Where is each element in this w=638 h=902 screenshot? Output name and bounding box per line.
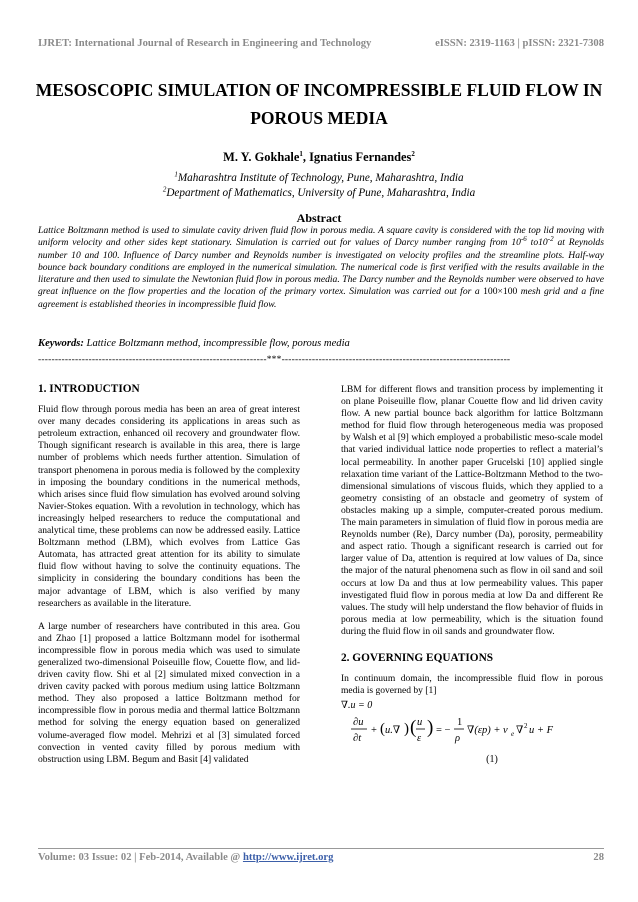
svg-text:∇(εp) + v: ∇(εp) + v [467, 725, 508, 737]
author-2-mark: 2 [411, 149, 415, 158]
svg-text:): ) [427, 717, 434, 739]
abstract-grid-size: 100×100 [483, 286, 518, 298]
section-1-paragraph-2: A large number of researchers have contributed in this area. Gou and Zhao [1] proposed a lattice Boltzmann model for isothermal incompressible flow in porous media which was used to simulate generalized two-dimensional Poiseuille flow, Couette flow, and lid-driven cavity flow. Shi et al [2] simulated mixed convection in a driven cavity packed with porous medium using lattice Boltzmann method. They also proposed a lattice Boltzmann method for incompressible flow in porous media and thermal lattice Boltzmann method for solving the energy equation based on generalized volume-averaged flow model. Mehrizi et al [3] simulated forced convection in vented cavity filled by porous medium with obstruction using LBM. Begum and Basit [4] validated [38, 620, 300, 765]
left-column [38, 383, 300, 777]
affiliations [0, 171, 638, 201]
svg-text:u + F: u + F [529, 725, 553, 737]
keywords-label: Keywords: [38, 338, 84, 349]
paper-title [20, 76, 618, 132]
affiliation-1 [0, 171, 638, 186]
author-sep: , [302, 150, 310, 164]
section-1-paragraph-3: LBM for different flows and transition process by implementing it on plane Poiseuille flow, planar Couette flow and lid driven cavity flow. A new partial bounce back algorithm for lattice Boltzmann method for fluid flow through heterogeneous media was proposed by Walsh et al [9] which employed a probabilistic meso-scale model that varied individual lattice node properties to reflect a material’s local permeability. In another paper Grucelski [10] applied single relaxation time variant of the Lattice-Boltzmann Method to the two-dimensional simulations of viscous fluids, which they applied to a geometry consisting of an obstacle and geometry of system of obstacles making up a simple, computer-created porous medium. The main parameters in simulation of fluid flow in porous media are Reynolds number (Re), Darcy number (Da), porosity, permeability and aspect ratio. Though a significant research is carried out for larger value of Da, attention is required at low values of Da, since the major of the natural phenomena such as flow in oil sand and soil occurs at low Da and thus at low permeability values. This paper investigated fluid flow in porous media at low Da and different Re values. The study will help understand the flow behavior of fluids in porous media at low permeability, which is the situation found during the fluid flow in oil sands and groundwater flow. [341, 384, 603, 637]
running-header [38, 38, 604, 49]
author-list [0, 150, 638, 165]
momentum-equation [349, 713, 569, 747]
abstract-exponent-1: -6 [520, 235, 527, 244]
author-1-mark: 1 [299, 149, 303, 158]
abstract-text-4: mesh grid and a fine agreement is established theories in incompressible fluid flow. [38, 286, 604, 310]
right-column [341, 384, 603, 767]
abstract-body [38, 225, 604, 311]
author-1: M. Y. Gokhale [223, 150, 300, 164]
svg-text:∂t: ∂t [353, 733, 362, 745]
section-separator: --------------------------------------------------------------------***-------------------------------------------------------------------- [38, 355, 511, 365]
footer-divider [38, 848, 604, 849]
affiliation-2-text: Department of Mathematics, University of Pune, Maharashtra, India [166, 187, 476, 199]
abstract-text-1: Lattice Boltzmann method is used to simulate cavity driven fluid flow in porous media. A square cavity is considered with the top lid moving with uniform velocity and other sides kept stationary. Simulation is carried out for values of Darcy number ranging from 10 [38, 225, 604, 249]
author-2: Ignatius Fernandes [309, 150, 412, 164]
affiliation-1-text: Maharashtra Institute of Technology, Pune, Maharashtra, India [177, 172, 464, 184]
abstract-exponent-2: -2 [547, 235, 554, 244]
affiliation-2 [0, 186, 638, 201]
abstract-text-3: at Reynolds number 10 and 100. Influence of Darcy number and Reynolds number is investigated on velocity profiles and the streamline plots. Half-way bounce back boundary conditions are employed in the numerical simulation. The numerical code is first verified with the results available in the literature and then used to simulate the Newtonian fluid flow in porous media. The Darcy number and the Reynolds number were observed to have great influence on the flow properties and the location of the primary vortex. Simulation was carried out for a [38, 237, 604, 298]
affiliation-2-mark: 2 [162, 185, 167, 194]
title-line-1: MESOSCOPIC SIMULATION OF INCOMPRESSIBLE FLUID FLOW IN [35, 80, 603, 100]
issn: eISSN: 2319-1163 | pISSN: 2321-7308 [435, 38, 604, 49]
svg-text:2: 2 [524, 722, 528, 731]
svg-text:): ) [404, 721, 409, 738]
svg-text:ε: ε [417, 733, 422, 745]
svg-text:e: e [511, 730, 515, 739]
affiliation-1-mark: 1 [174, 170, 178, 179]
equation-number: (1) [486, 754, 498, 766]
page-number: 28 [593, 852, 604, 863]
svg-text:u: u [417, 717, 423, 729]
svg-text:ρ: ρ [455, 733, 461, 745]
section-2-paragraph-1: In continuum domain, the incompressible fluid flow in porous media is governed by [1] [341, 673, 603, 697]
footer-info [38, 852, 333, 863]
section-2-heading: 2. GOVERNING EQUATIONS [341, 651, 494, 664]
continuity-equation: ∇.u = 0 [341, 700, 373, 712]
section-1-paragraph-1: Fluid flow through porous media has been an area of great interest over many decades considering its applications in areas such as petroleum extraction, enhanced oil recovery and groundwater flow. Though significant research is available in this area, there is large number of problems which needs further attention. Simulation of transport phenomena in porous media is followed by the complexity in imposing the boundary conditions in the numerical methods, which arises since fluid flow simulation has evolved around solving Navier-Stokes equation. With a revolution in technology, which has increasingly helped researchers to reduce the computational and analytical time, these problems can now be addressed easily. Lattice Boltzmann method (LBM), which evolves from Lattice Gas Automata, has attracted great attention for its ability to simulate fluid flow without having to solve the continuity equations. The simplicity in considering the boundary conditions has been the major advantage of LBM, which is also verified by many researchers as available in the literature. [38, 404, 300, 609]
svg-text:∂u: ∂u [353, 717, 364, 729]
svg-text:(: ( [380, 721, 385, 738]
svg-text:= −: = − [436, 725, 451, 737]
keywords-text: Lattice Boltzmann method, incompressible flow, porous media [83, 338, 350, 349]
title-line-2: POROUS MEDIA [250, 108, 388, 128]
svg-text:+: + [371, 725, 377, 737]
section-1-heading: 1. INTRODUCTION [38, 383, 140, 395]
journal-name: IJRET: International Journal of Research in Engineering and Technology [38, 38, 372, 49]
keywords [38, 338, 604, 349]
footer-volume: Volume: 03 Issue: 02 | Feb-2014, Available @ [38, 852, 243, 863]
running-footer [38, 852, 604, 863]
abstract-text-2: to10 [526, 237, 548, 249]
svg-text:1: 1 [457, 717, 463, 729]
svg-text:(: ( [410, 717, 417, 739]
abstract-heading: Abstract [296, 211, 342, 225]
journal-link[interactable]: http://www.ijret.org [242, 852, 334, 863]
svg-text:u.∇: u.∇ [385, 725, 401, 737]
svg-text:∇: ∇ [516, 725, 524, 737]
equation-block [341, 699, 603, 767]
